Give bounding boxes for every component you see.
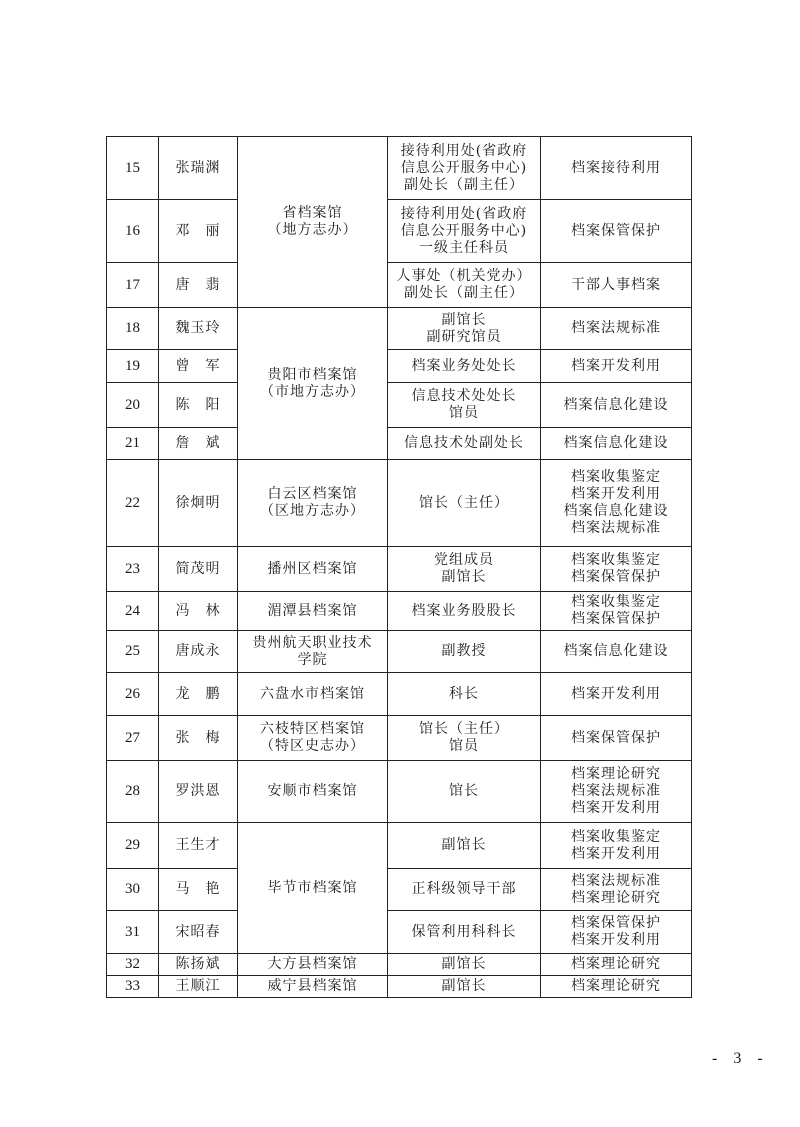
row-number: 29 [107, 823, 159, 869]
specialty: 档案保管保护 档案开发利用 [541, 911, 692, 954]
row-number: 18 [107, 308, 159, 350]
expert-name: 陈 阳 [159, 383, 238, 428]
organization: 威宁县档案馆 [238, 976, 388, 998]
position-title: 信息技术处处长 馆员 [388, 383, 541, 428]
position-title: 人事处（机关党办） 副处长（副主任） [388, 263, 541, 308]
position-title: 馆长（主任） [388, 460, 541, 547]
row-number: 22 [107, 460, 159, 547]
table-row [107, 263, 692, 308]
expert-name: 张瑞渊 [159, 137, 238, 200]
expert-name: 马 艳 [159, 869, 238, 911]
table-row [107, 350, 692, 383]
row-number: 20 [107, 383, 159, 428]
table-row [107, 761, 692, 823]
expert-name: 唐 翡 [159, 263, 238, 308]
position-title: 正科级领导干部 [388, 869, 541, 911]
row-number: 19 [107, 350, 159, 383]
organization: 六枝特区档案馆 （特区史志办） [238, 716, 388, 761]
table-row [107, 673, 692, 716]
organization: 湄潭县档案馆 [238, 592, 388, 631]
expert-name: 王生才 [159, 823, 238, 869]
expert-name: 曾 军 [159, 350, 238, 383]
position-title: 副教授 [388, 631, 541, 673]
table-row [107, 823, 692, 869]
row-number: 23 [107, 547, 159, 592]
specialty: 干部人事档案 [541, 263, 692, 308]
position-title: 接待利用处(省政府 信息公开服务中心) 副处长（副主任） [388, 137, 541, 200]
table-row [107, 460, 692, 547]
specialty: 档案信息化建设 [541, 631, 692, 673]
row-number: 32 [107, 954, 159, 976]
row-number: 27 [107, 716, 159, 761]
row-number: 15 [107, 137, 159, 200]
expert-name: 龙 鹏 [159, 673, 238, 716]
table-row [107, 954, 692, 976]
position-title: 科长 [388, 673, 541, 716]
specialty: 档案信息化建设 [541, 383, 692, 428]
specialty: 档案保管保护 [541, 716, 692, 761]
expert-name: 简茂明 [159, 547, 238, 592]
specialty: 档案收集鉴定 档案保管保护 [541, 547, 692, 592]
row-number: 26 [107, 673, 159, 716]
specialty: 档案收集鉴定 档案开发利用 [541, 823, 692, 869]
specialty: 档案收集鉴定 档案开发利用 档案信息化建设 档案法规标准 [541, 460, 692, 547]
specialty: 档案理论研究 档案法规标准 档案开发利用 [541, 761, 692, 823]
page-number: - 3 - [712, 1050, 769, 1067]
position-title: 保管利用科科长 [388, 911, 541, 954]
organization: 大方县档案馆 [238, 954, 388, 976]
organization: 六盘水市档案馆 [238, 673, 388, 716]
specialty: 档案开发利用 [541, 673, 692, 716]
table-row [107, 911, 692, 954]
table-row [107, 428, 692, 460]
specialty: 档案法规标准 [541, 308, 692, 350]
organization: 贵阳市档案馆 （市地方志办） [238, 308, 388, 460]
position-title: 副馆长 副研究馆员 [388, 308, 541, 350]
expert-name: 唐成永 [159, 631, 238, 673]
organization: 安顺市档案馆 [238, 761, 388, 823]
table-row [107, 592, 692, 631]
position-title: 副馆长 [388, 976, 541, 998]
expert-name: 邓 丽 [159, 200, 238, 263]
specialty: 档案收集鉴定 档案保管保护 [541, 592, 692, 631]
row-number: 31 [107, 911, 159, 954]
specialty: 档案理论研究 [541, 954, 692, 976]
table-row [107, 308, 692, 350]
position-title: 党组成员 副馆长 [388, 547, 541, 592]
position-title: 馆长 [388, 761, 541, 823]
organization: 播州区档案馆 [238, 547, 388, 592]
position-title: 副馆长 [388, 823, 541, 869]
specialty: 档案法规标准 档案理论研究 [541, 869, 692, 911]
specialty: 档案信息化建设 [541, 428, 692, 460]
expert-name: 冯 林 [159, 592, 238, 631]
organization: 白云区档案馆 （区地方志办） [238, 460, 388, 547]
expert-name: 宋昭春 [159, 911, 238, 954]
position-title: 馆长（主任） 馆员 [388, 716, 541, 761]
row-number: 25 [107, 631, 159, 673]
expert-name: 王顺江 [159, 976, 238, 998]
table-row [107, 383, 692, 428]
specialty: 档案开发利用 [541, 350, 692, 383]
position-title: 信息技术处副处长 [388, 428, 541, 460]
organization: 贵州航天职业技术 学院 [238, 631, 388, 673]
row-number: 16 [107, 200, 159, 263]
table-row [107, 631, 692, 673]
table-row [107, 716, 692, 761]
row-number: 30 [107, 869, 159, 911]
expert-name: 徐炯明 [159, 460, 238, 547]
position-title: 档案业务处处长 [388, 350, 541, 383]
organization: 毕节市档案馆 [238, 823, 388, 954]
row-number: 21 [107, 428, 159, 460]
expert-list-table [106, 136, 692, 998]
specialty: 档案理论研究 [541, 976, 692, 998]
row-number: 24 [107, 592, 159, 631]
position-title: 副馆长 [388, 954, 541, 976]
position-title: 档案业务股股长 [388, 592, 541, 631]
table-row [107, 869, 692, 911]
expert-name: 陈扬斌 [159, 954, 238, 976]
expert-name: 张 梅 [159, 716, 238, 761]
specialty: 档案接待利用 [541, 137, 692, 200]
position-title: 接待利用处(省政府 信息公开服务中心) 一级主任科员 [388, 200, 541, 263]
table-row [107, 137, 692, 200]
specialty: 档案保管保护 [541, 200, 692, 263]
table-row [107, 547, 692, 592]
row-number: 33 [107, 976, 159, 998]
expert-name: 詹 斌 [159, 428, 238, 460]
table-row [107, 976, 692, 998]
row-number: 28 [107, 761, 159, 823]
table-row [107, 200, 692, 263]
row-number: 17 [107, 263, 159, 308]
expert-name: 罗洪恩 [159, 761, 238, 823]
expert-name: 魏玉玲 [159, 308, 238, 350]
organization: 省档案馆 （地方志办） [238, 137, 388, 308]
